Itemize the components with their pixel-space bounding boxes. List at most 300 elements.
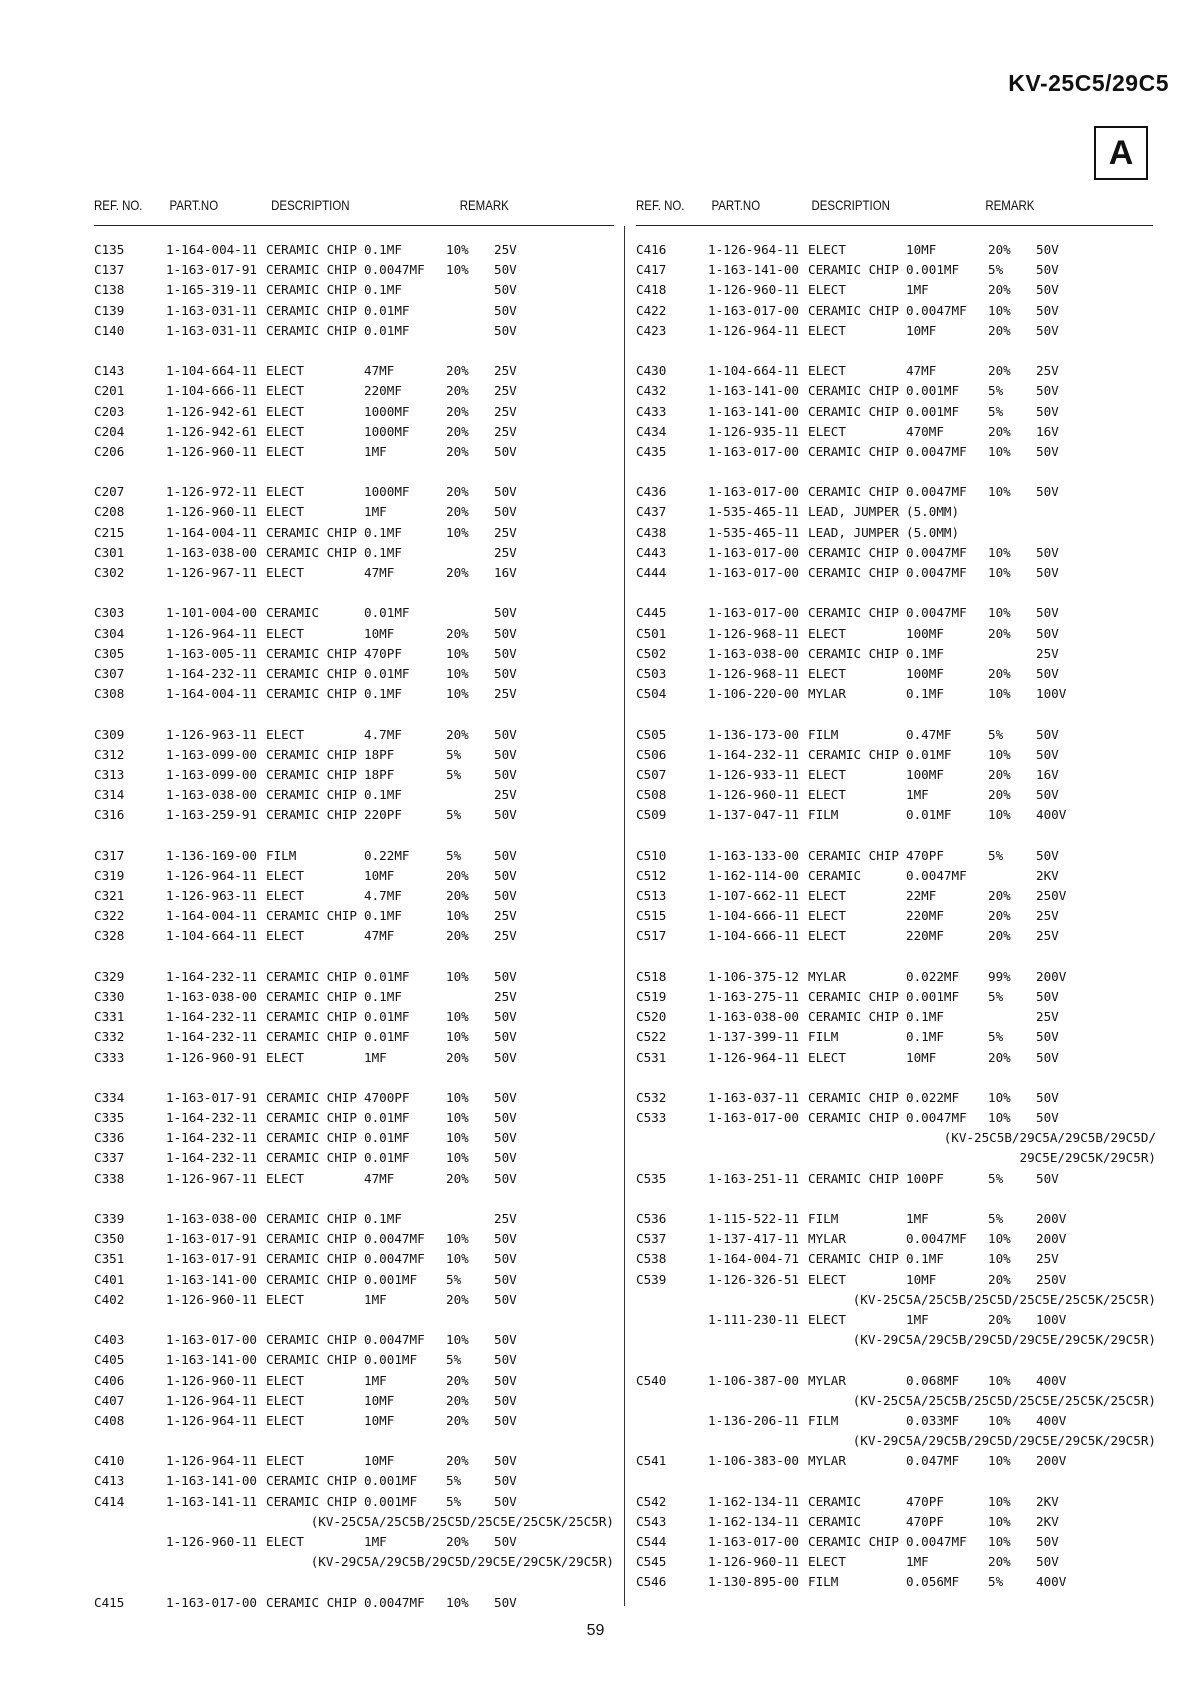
part-tol: 20% [446,1392,469,1408]
part-desc: ELECT [808,363,846,379]
part-volt: 50V [494,302,517,318]
part-part: 1-101-004-00 [166,605,257,621]
part-row [636,967,1156,987]
part-ref: C335 [94,1110,125,1126]
part-part: 1-164-232-11 [166,1150,257,1166]
group-spacer [636,1471,1156,1491]
part-row [94,1048,614,1068]
part-desc: ELECT [808,766,846,782]
part-row [636,805,1156,825]
part-volt: 25V [494,363,517,379]
part-desc: CERAMIC CHIP [808,484,899,500]
part-tol: 20% [446,1372,469,1388]
part-volt: 50V [494,1534,517,1549]
part-row [94,1471,614,1491]
part-volt: 25V [494,403,517,419]
part-row [636,1209,1156,1229]
part-part: 1-162-134-11 [708,1513,799,1529]
part-desc: FILM [808,1574,839,1590]
part-desc: ELECT [808,242,846,257]
part-desc: FILM [808,1211,839,1226]
part-val: 0.01MF [906,746,952,762]
part-tol: 20% [446,1453,469,1469]
part-ref: C510 [636,847,667,863]
part-volt: 25V [1036,928,1059,944]
group-spacer [94,1189,614,1209]
part-ref: C333 [94,1049,125,1065]
part-desc: ELECT [266,1412,304,1428]
part-volt: 50V [1036,1170,1059,1186]
part-val: 10MF [364,1453,395,1469]
part-val: 0.0047MF [364,1332,425,1348]
part-ref: C432 [636,383,667,399]
part-tol: 5% [446,766,462,782]
part-row [636,745,1156,765]
part-val: 0.1MF [364,1211,402,1226]
part-val: 470PF [906,847,944,863]
part-ref: C207 [94,484,125,500]
part-tol: 10% [988,1453,1011,1469]
part-part: 1-163-017-91 [166,1231,257,1247]
part-part: 1-163-275-11 [708,988,799,1004]
right-column-header [636,197,1079,221]
model-number: KV-25C5/29C5 [1008,70,1169,96]
part-desc: CERAMIC CHIP [266,1089,357,1105]
model-note [636,1431,1156,1451]
part-volt: 50V [494,645,517,661]
part-val: 0.068MF [906,1372,960,1388]
part-desc: CERAMIC CHIP [808,383,899,399]
part-ref: C520 [636,1009,667,1025]
part-ref: C319 [94,867,125,883]
part-volt: 50V [494,1110,517,1126]
part-ref: C542 [636,1493,667,1509]
part-desc: CERAMIC CHIP [808,544,899,560]
part-part: 1-164-232-11 [708,746,799,762]
part-desc: CERAMIC CHIP [266,1594,357,1610]
part-val: 10MF [906,1049,937,1065]
part-volt: 50V [1036,665,1059,681]
part-ref: C444 [636,565,667,580]
part-val: 0.001MF [364,1493,418,1509]
part-tol: 10% [988,807,1011,823]
part-row [636,240,1156,260]
part-tol: 5% [988,403,1004,419]
model-note [636,1330,1156,1350]
part-val: 0.01MF [364,322,410,338]
part-part: 1-126-972-11 [166,484,257,500]
part-desc: ELECT [266,1372,304,1388]
part-ref: C322 [94,908,125,924]
part-tol: 20% [446,625,469,641]
part-volt: 50V [1036,726,1059,742]
part-row [636,482,1156,502]
part-val: 10MF [906,322,937,338]
part-ref: C515 [636,908,667,924]
part-volt: 50V [494,504,517,520]
part-part: 1-163-031-11 [166,302,257,318]
part-ref: C328 [94,928,125,944]
part-volt: 50V [494,1170,517,1186]
part-desc: CERAMIC CHIP [266,1352,357,1368]
part-row [636,321,1156,341]
part-val: 0.022MF [906,968,960,984]
part-val: 4.7MF [364,888,402,903]
part-ref: C330 [94,988,125,1004]
part-tol: 10% [988,484,1011,500]
part-part: 1-126-933-11 [708,766,799,782]
part-val: 18PF [364,746,395,762]
part-desc: CERAMIC CHIP [266,282,357,298]
group-spacer [94,1431,614,1451]
part-row [636,1371,1156,1391]
part-part: 1-126-960-11 [166,443,257,459]
part-row [94,1391,614,1411]
part-volt: 50V [494,605,517,621]
part-desc: CERAMIC CHIP [808,565,899,580]
model-note-text: (KV-25C5A/25C5B/25C5D/25C5E/25C5K/25C5R) [852,1291,1156,1307]
part-tol: 20% [988,423,1011,439]
group-spacer [636,704,1156,724]
part-row [636,1048,1156,1068]
part-row [636,361,1156,381]
part-row [94,1371,614,1391]
part-desc: CERAMIC CHIP [266,968,357,984]
part-val: 1MF [364,443,387,459]
part-desc: CERAMIC CHIP [266,665,357,681]
header-ref-no: REF. NO. [636,197,685,213]
part-part: 1-126-960-11 [708,787,799,803]
part-desc: ELECT [266,443,304,459]
part-tol: 20% [446,363,469,379]
part-val: 0.1MF [906,1029,944,1045]
part-val: 0.22MF [364,847,410,863]
part-val: 10MF [364,625,395,641]
part-desc: ELECT [808,908,846,924]
part-val: 0.001MF [364,1352,418,1368]
left-parts-list [94,240,614,1613]
part-part: 1-136-206-11 [708,1412,799,1428]
part-ref: C532 [636,1089,667,1105]
part-tol: 20% [446,423,469,439]
part-volt: 50V [1036,544,1059,560]
part-volt: 50V [494,1231,517,1247]
part-volt: 400V [1036,1574,1067,1590]
part-ref: C304 [94,625,125,641]
part-val: 0.0047MF [906,605,967,621]
part-ref: C416 [636,242,667,257]
part-desc: ELECT [266,1453,304,1469]
part-volt: 50V [494,1352,517,1368]
part-row [94,664,614,684]
part-tol: 10% [988,1110,1011,1126]
part-volt: 200V [1036,1211,1067,1226]
part-ref: C518 [636,968,667,984]
part-row [636,785,1156,805]
part-part: 1-137-399-11 [708,1029,799,1045]
part-row [636,1552,1156,1572]
part-volt: 50V [1036,1554,1059,1570]
part-row [94,967,614,987]
part-tol: 20% [446,504,469,520]
part-volt: 50V [1036,322,1059,338]
part-desc: CERAMIC CHIP [266,1473,357,1489]
part-tol: 10% [988,302,1011,318]
part-ref: C504 [636,686,667,702]
part-part: 1-163-038-00 [166,787,257,803]
part-part: 1-126-960-11 [708,282,799,298]
part-volt: 50V [1036,605,1059,621]
part-row [94,402,614,422]
part-ref: C313 [94,766,125,782]
header-description: DESCRIPTION [271,197,350,213]
part-tol: 20% [988,363,1011,379]
part-desc: CERAMIC CHIP [808,1251,899,1267]
part-ref: C512 [636,867,667,883]
part-row [636,563,1156,583]
part-volt: 50V [494,1009,517,1025]
part-ref: C506 [636,746,667,762]
part-row [94,1249,614,1269]
part-desc: CERAMIC CHIP [266,242,357,257]
part-tol: 5% [446,807,462,823]
part-volt: 50V [494,1130,517,1146]
part-desc: ELECT [266,726,304,742]
part-ref: C413 [94,1473,125,1489]
part-val: 10MF [364,1412,395,1428]
part-desc: MYLAR [808,1453,846,1469]
part-tol: 5% [988,726,1004,742]
part-ref: C201 [94,383,125,399]
part-tol: 20% [446,403,469,419]
part-row [94,442,614,462]
part-row [94,684,614,704]
part-volt: 400V [1036,1372,1067,1388]
part-val: 1MF [906,787,929,803]
group-spacer [636,947,1156,967]
part-part: 1-163-017-00 [708,302,799,318]
part-volt: 25V [1036,363,1059,379]
part-row [636,624,1156,644]
part-part: 1-126-964-11 [708,322,799,338]
part-desc: FILM [266,847,297,863]
part-val: 0.001MF [906,403,960,419]
part-row [636,1451,1156,1471]
part-ref: C321 [94,888,125,903]
part-row [636,402,1156,422]
part-val: 220MF [364,383,402,399]
part-part: 1-163-017-00 [166,1594,257,1610]
part-desc: FILM [808,1029,839,1045]
part-tol: 20% [988,888,1011,903]
part-desc: ELECT [808,665,846,681]
part-ref: C544 [636,1534,667,1549]
part-volt: 50V [1036,847,1059,863]
part-ref: C139 [94,302,125,318]
part-tol: 5% [988,988,1004,1004]
part-tol: 10% [988,605,1011,621]
part-row [636,381,1156,401]
group-spacer [94,704,614,724]
part-desc: ELECT [266,484,304,500]
part-tol: 20% [446,484,469,500]
part-val: 220MF [906,928,944,944]
part-val: 0.01MF [364,1029,410,1045]
part-tol: 10% [988,1089,1011,1105]
part-tol: 20% [988,282,1011,298]
part-part: 1-163-141-00 [166,1473,257,1489]
part-row [94,1128,614,1148]
part-desc: CERAMIC CHIP [266,1493,357,1509]
part-part: 1-163-017-00 [708,484,799,500]
part-desc: ELECT [266,928,304,944]
part-part: 1-164-004-11 [166,686,257,702]
part-val: 0.01MF [364,1110,410,1126]
part-part: 1-126-960-91 [166,1049,257,1065]
part-row [94,624,614,644]
part-tol: 20% [988,625,1011,641]
part-tol: 20% [446,726,469,742]
part-part: 1-126-964-11 [166,867,257,883]
part-volt: 50V [494,726,517,742]
group-spacer [636,825,1156,845]
part-ref: C501 [636,625,667,641]
part-ref: C406 [94,1372,125,1388]
part-tol: 10% [988,544,1011,560]
part-val: 0.01MF [364,605,410,621]
part-row [94,240,614,260]
part-row [94,361,614,381]
part-part: 1-126-963-11 [166,726,257,742]
part-val: 0.1MF [364,787,402,803]
column-divider [624,226,625,1606]
part-part: 1-535-465-11 [708,524,799,540]
part-part: 1-163-017-91 [166,1089,257,1105]
group-spacer [94,1310,614,1330]
part-val: 0.0047MF [364,1251,425,1267]
part-ref: C143 [94,363,125,379]
part-ref: C415 [94,1594,125,1610]
part-tol: 5% [446,1352,462,1368]
part-val: 4.7MF [364,726,402,742]
part-val: 1MF [364,1534,387,1549]
part-part: 1-163-141-00 [708,383,799,399]
part-volt: 50V [494,766,517,782]
part-tol: 5% [446,847,462,863]
part-ref: C414 [94,1493,125,1509]
part-tol: 10% [988,1493,1011,1509]
part-volt: 50V [1036,383,1059,399]
part-val: 0.022MF [906,1089,960,1105]
part-val: 47MF [364,928,395,944]
part-ref: C135 [94,242,125,257]
part-desc: CERAMIC CHIP [808,645,899,661]
part-part: 1-164-232-11 [166,1130,257,1146]
part-row [94,1330,614,1350]
part-val: 0.1MF [364,988,402,1004]
part-part: 1-104-664-11 [166,363,257,379]
part-volt: 25V [494,908,517,924]
part-row [636,1270,1156,1290]
part-val: 100MF [906,665,944,681]
part-ref: C517 [636,928,667,944]
part-row [94,1229,614,1249]
part-volt: 25V [494,544,517,560]
part-volt: 16V [1036,423,1059,439]
section-letter-box: A [1094,126,1148,180]
part-ref: C536 [636,1211,667,1226]
part-volt: 50V [1036,1029,1059,1045]
part-row [636,866,1156,886]
part-tol: 10% [446,686,469,702]
part-row [636,846,1156,866]
part-desc: ELECT [808,423,846,439]
part-volt: 25V [494,787,517,803]
part-val: 1MF [906,1554,929,1570]
part-volt: 50V [494,867,517,883]
group-spacer [94,1068,614,1088]
part-row [636,1169,1156,1189]
part-ref: C203 [94,403,125,419]
part-volt: 50V [494,262,517,278]
group-spacer [636,1189,1156,1209]
part-row [636,1027,1156,1047]
part-val: 1MF [364,1372,387,1388]
part-volt: 25V [1036,645,1059,661]
part-part: 1-163-017-00 [708,544,799,560]
part-desc: MYLAR [808,1372,846,1388]
part-desc: CERAMIC CHIP [808,847,899,863]
part-part: 1-104-666-11 [166,383,257,399]
part-desc: CERAMIC CHIP [808,1089,899,1105]
part-ref: C546 [636,1574,667,1590]
part-val: 0.1MF [364,242,402,257]
model-note-text: (KV-29C5A/29C5B/29C5D/29C5E/29C5K/29C5R) [852,1332,1156,1348]
part-ref: C436 [636,484,667,500]
part-tol: 20% [988,1554,1011,1570]
part-desc: CERAMIC CHIP [808,1170,899,1186]
part-val: 0.1MF [364,686,402,702]
part-ref: C430 [636,363,667,379]
part-ref: C312 [94,746,125,762]
part-part: 1-106-383-00 [708,1453,799,1469]
part-ref: C403 [94,1332,125,1348]
part-desc: MYLAR [808,1231,846,1247]
part-desc: CERAMIC CHIP [808,262,899,278]
part-ref: C138 [94,282,125,298]
part-tol: 10% [988,1251,1011,1267]
part-volt: 16V [494,565,517,580]
part-row [94,926,614,946]
part-desc: CERAMIC CHIP [266,1251,357,1267]
part-row [94,482,614,502]
part-val: 0.001MF [364,1473,418,1489]
part-part: 1-104-666-11 [708,928,799,944]
part-val: 10MF [906,1271,937,1287]
part-tol: 10% [988,1534,1011,1549]
part-row [636,422,1156,442]
part-part: 1-163-099-00 [166,766,257,782]
left-column-header [94,197,537,221]
part-ref: C545 [636,1554,667,1570]
part-part: 1-126-935-11 [708,423,799,439]
part-desc: CERAMIC CHIP [266,1271,357,1287]
part-part: 1-104-664-11 [166,928,257,944]
part-val: 0.0047MF [906,443,967,459]
part-row [94,785,614,805]
part-ref: C408 [94,1412,125,1428]
part-val: 0.0047MF [364,262,425,278]
